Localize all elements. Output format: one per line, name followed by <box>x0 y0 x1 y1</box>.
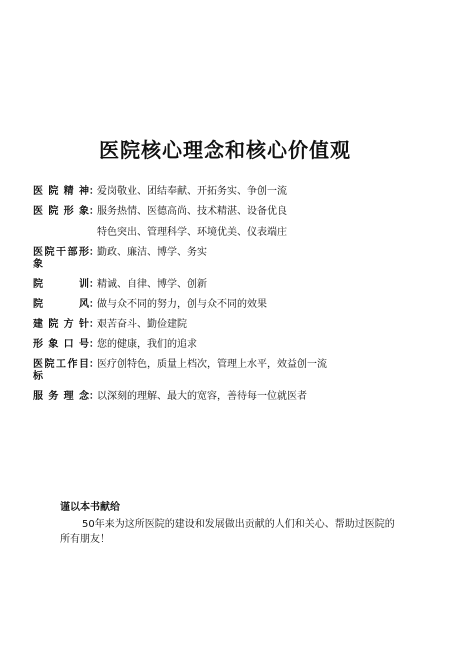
page-title: 医院核心理念和核心价值观 <box>99 138 351 162</box>
colon-separator: ： <box>89 339 99 350</box>
value-row-work-goal <box>33 359 433 383</box>
value-row-hospital-image <box>33 206 433 239</box>
value-row-policy <box>33 319 433 331</box>
colon-separator: ： <box>89 279 99 290</box>
core-values-list <box>33 186 433 411</box>
value-label: 医院形象 <box>33 206 89 217</box>
colon-separator: ： <box>89 319 99 330</box>
value-row-service-concept <box>33 391 433 403</box>
value-text: 医疗创特色，质量上档次，管理上水平，效益创一流 <box>97 359 327 370</box>
value-label: 院风 <box>33 299 89 310</box>
dedication-body: 50年来为这所医院的建设和发展做出贡献的人们和关心、帮助过医院的所有朋友！ <box>60 519 395 545</box>
value-text: 爱岗敬业、团结奉献、开拓务实、争创一流 <box>97 186 287 197</box>
colon-separator: ： <box>89 359 99 370</box>
value-text-continuation: 特色突出、管理科学、环境优美、仪表端庄 <box>97 227 287 238</box>
value-label: 医院干部形象 <box>33 247 89 270</box>
value-label: 建院方针 <box>33 319 89 330</box>
colon-separator: ： <box>89 206 99 217</box>
value-text: 以深刻的理解、最大的宽容，善待每一位就医者 <box>97 391 307 402</box>
colon-separator: ： <box>89 391 99 402</box>
value-row-motto <box>33 279 433 291</box>
value-row-hospital-spirit <box>33 186 433 198</box>
colon-separator: ： <box>89 247 99 258</box>
value-label: 院训 <box>33 279 89 290</box>
value-row-slogan <box>33 339 433 351</box>
value-text: 服务热情、医德高尚、技术精湛、设备优良 特色突出、管理科学、环境优美、仪表端庄 <box>97 206 433 239</box>
value-text: 您的健康，我们的追求 <box>97 339 197 350</box>
value-text: 勤政、廉洁、博学、务实 <box>97 247 207 258</box>
value-label: 医院工作目标 <box>33 359 89 382</box>
value-text: 精诚、自律、博学、创新 <box>97 279 207 290</box>
dedication-heading: 谨以本书献给 <box>60 502 120 513</box>
value-label: 医院精神 <box>33 186 89 197</box>
value-text: 做与众不同的努力，创与众不同的效果 <box>97 299 267 310</box>
value-text: 艰苦奋斗、勤俭建院 <box>97 319 187 330</box>
colon-separator: ： <box>89 186 99 197</box>
value-row-cadre-image <box>33 247 433 271</box>
dedication <box>60 500 400 547</box>
colon-separator: ： <box>89 299 99 310</box>
value-label: 形象口号 <box>33 339 89 350</box>
value-label: 服务理念 <box>33 391 89 402</box>
value-row-style <box>33 299 433 311</box>
